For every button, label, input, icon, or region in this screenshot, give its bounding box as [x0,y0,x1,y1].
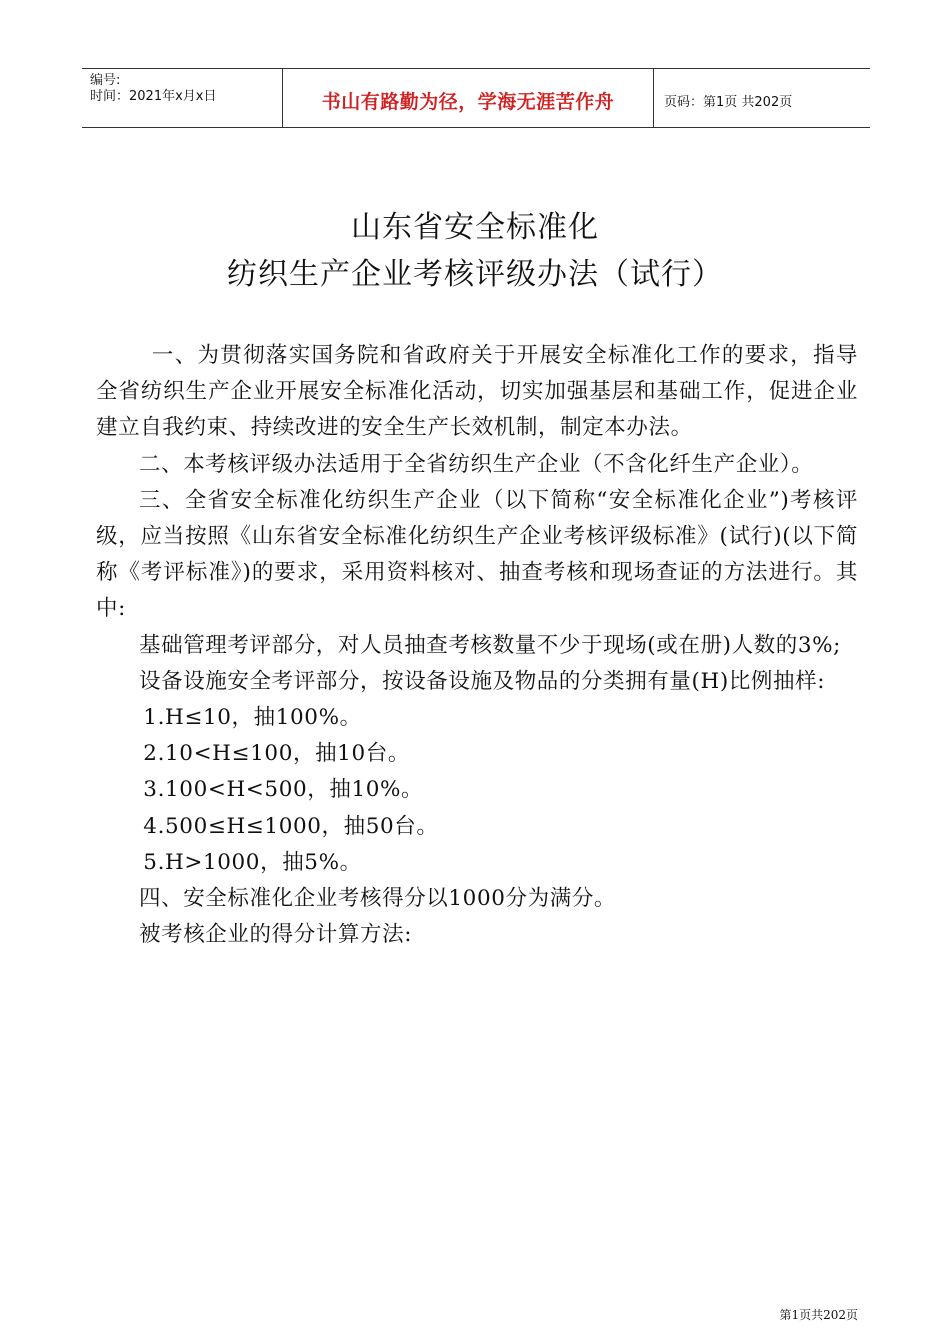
paragraph-1: 一、为贯彻落实国务院和省政府关于开展安全标准化工作的要求，指导全省纺织生产企业开展安全标准化活动，切实加强基层和基础工作，促进企业建立自我约束、持续改进的安全生产长效机制，制定本办法。 [96,343,858,441]
paragraph-5: 设备设施安全考评部分，按设备设施及物品的分类拥有量(H)比例抽样: [139,668,826,694]
paragraph-3: 三、全省安全标准化纺织生产企业（以下简称“安全标准化企业”)考核评级，应当按照《山东省安全标准化纺织生产企业考核评级标准》(试行)(以下简称《考评标准》)的要求，采用资料核对、抽查考核和现场查证的方法进行。其中: [96,487,858,622]
header-page-cell [654,69,870,127]
paragraph-6: 四、安全标准化企业考核得分以1000分为满分。 [139,886,617,912]
motto-text: 书山有路勤为径，学海无涯苦作舟 [321,91,615,113]
document-body [96,338,858,953]
sampling-item-3: 3.100<H<500，抽10%。 [143,777,424,803]
sampling-item-2: 2.10<H≤100，抽10台。 [143,741,410,767]
page-info: 页码：第1页 共202页 [664,95,793,110]
paragraph-7: 被考核企业的得分计算方法: [139,922,413,948]
header-table [82,68,870,128]
footer-page-number: 第1页共202页 [779,1308,858,1322]
paragraph-2: 二、本考核评级办法适用于全省纺织生产企业（不含化纤生产企业）。 [139,451,814,477]
document-title-line2: 纺织生产企业考核评级办法（试行） [227,257,723,292]
sampling-item-1: 1.H≤10，抽100%。 [143,705,362,731]
sampling-item-4: 4.500≤H≤1000，抽50台。 [143,813,439,839]
sampling-item-5: 5.H>1000，抽5%。 [143,849,362,875]
number-label: 编号: [90,73,121,88]
header-meta-cell [82,69,282,127]
document-title-line1: 山东省安全标准化 [351,210,599,245]
time-label: 时间：2021年x月x日 [90,89,217,104]
paragraph-4: 基础管理考评部分，对人员抽查考核数量不少于现场(或在册)人数的3%; [139,632,842,658]
header-motto-cell [282,69,654,127]
